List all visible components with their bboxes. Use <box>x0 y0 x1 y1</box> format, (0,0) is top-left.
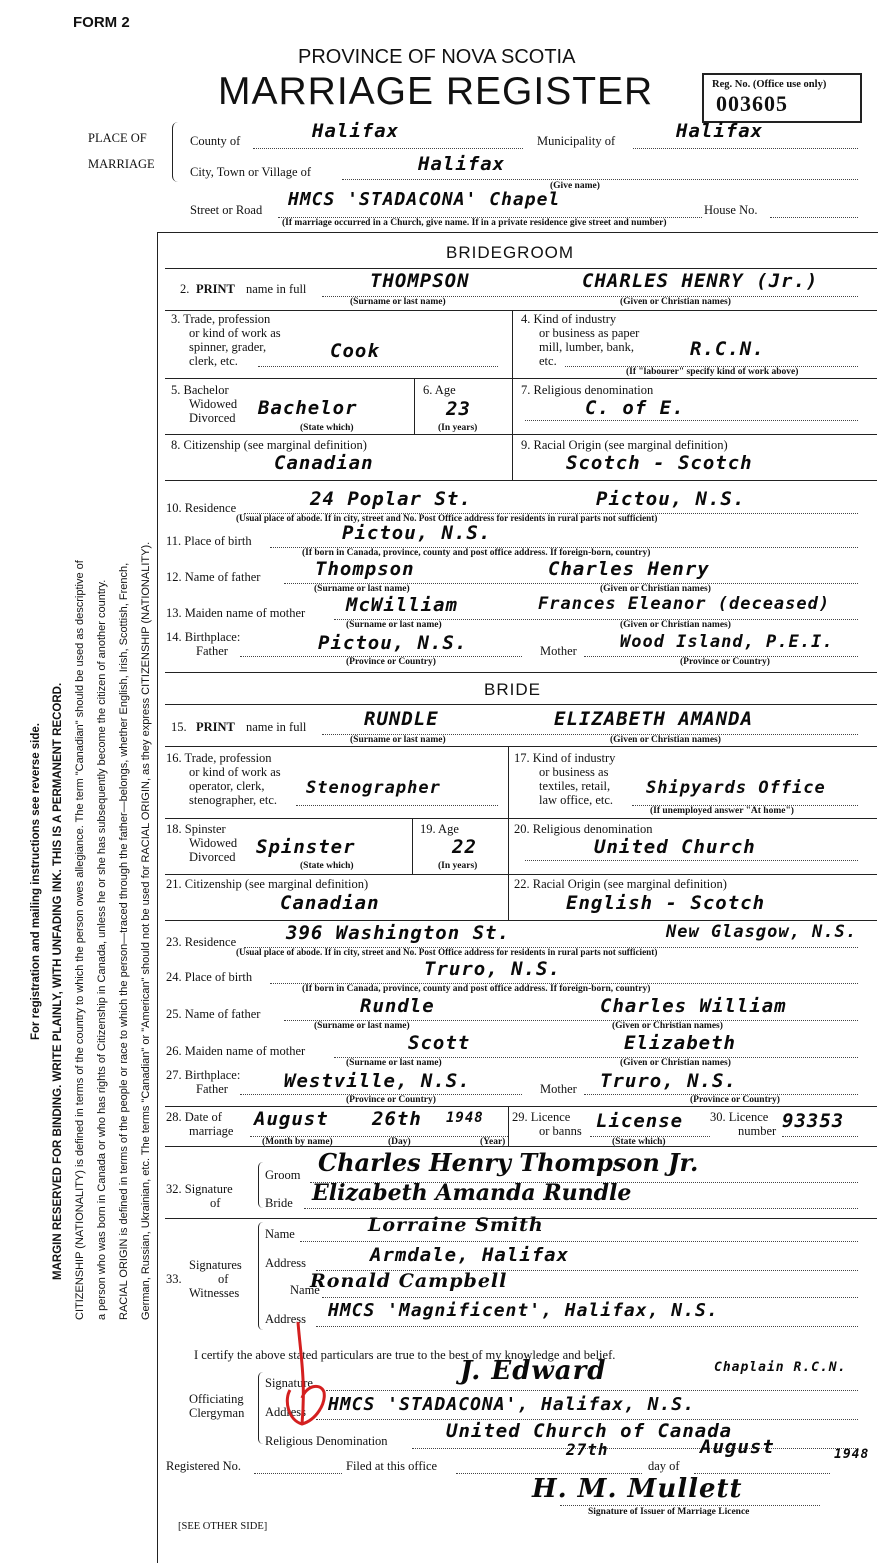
bride-father-birthplace-caption: (Province or Country) <box>346 1095 436 1105</box>
bride-religion-value: United Church <box>594 836 756 858</box>
witness1-address-label: Address <box>265 1256 306 1270</box>
bride-residence-street: 396 Washington St. <box>286 922 510 944</box>
clergy-brace <box>258 1372 265 1444</box>
bride-industry-label-1: 17. Kind of industry <box>514 751 616 765</box>
groom-industry-caption: (If "labourer" specify kind of work above) <box>626 367 799 377</box>
groom-status-caption: (State which) <box>300 423 354 433</box>
witnesses-label-2: of <box>218 1272 229 1286</box>
house-label: House No. <box>704 203 758 217</box>
groom-surname: THOMPSON <box>370 270 470 292</box>
city-value: Halifax <box>418 153 506 175</box>
licence-or-banns-caption: (State which) <box>612 1137 666 1147</box>
clergy-denomination-label: Religious Denomination <box>265 1434 388 1448</box>
side-note-citizenship-2: a person who was born in Canada or who has rights of Citizenship in Canada, unless he or she has subsequently become the citizen of another country. <box>96 579 108 1320</box>
witness1-name: Lorraine Smith <box>368 1214 544 1236</box>
place-brace <box>172 122 181 182</box>
groom-status-value: Bachelor <box>258 397 358 419</box>
bride-trade-label-1: 16. Trade, profession <box>166 751 272 765</box>
groom-status-label-1: 5. Bachelor <box>171 383 229 397</box>
street-caption: (If marriage occurred in a Church, give name. If in a private residence give street and number) <box>282 218 667 228</box>
groom-trade-label-3: spinner, grader, <box>189 340 267 354</box>
groom-residence-caption: (Usual place of abode. If in city, street and No. Post Office address for residents in rural parts not sufficient) <box>236 513 658 523</box>
clergy-address-label: Address <box>265 1405 306 1419</box>
witnesses-label-3: Witnesses <box>189 1286 240 1300</box>
city-label: City, Town or Village of <box>190 165 312 179</box>
clergy-denomination: United Church of Canada <box>446 1420 733 1442</box>
groom-residence-town: Pictou, N.S. <box>596 488 746 510</box>
witnesses-number: 33. <box>166 1272 182 1286</box>
bride-industry-label-2: or business as <box>539 765 609 779</box>
witness1-address: Armdale, Halifax <box>370 1244 570 1266</box>
groom-surname-caption: (Surname or last name) <box>350 297 446 307</box>
marriage-label: MARRIAGE <box>88 157 155 171</box>
bride-heading: BRIDE <box>484 680 541 699</box>
groom-citizenship-label: 8. Citizenship (see marginal definition) <box>171 438 367 452</box>
county-label: County of <box>190 134 241 148</box>
bride-name-number: 15. <box>171 720 187 734</box>
bride-racial-label: 22. Racial Origin (see marginal definition) <box>514 877 727 891</box>
groom-mother-given: Frances Eleanor (deceased) <box>538 594 831 614</box>
bride-father-surname-caption: (Surname or last name) <box>314 1021 410 1031</box>
bride-trade-value: Stenographer <box>306 778 441 798</box>
bride-father-birthplace: Westville, N.S. <box>284 1070 471 1092</box>
bride-signature-label: Bride <box>265 1196 293 1210</box>
side-note-instructions: For registration and mailing instructions see reverse side. <box>30 723 42 1040</box>
signature-of-label-1: 32. Signature <box>166 1182 233 1196</box>
groom-trade-label-4: clerk, etc. <box>189 354 238 368</box>
bride-mother-birthplace-label: Mother <box>540 1082 577 1096</box>
groom-father-birthplace: Pictou, N.S. <box>318 632 468 654</box>
groom-industry-label-4: etc. <box>539 354 557 368</box>
groom-age-caption: (In years) <box>438 423 478 433</box>
clergy-signature: J. Edward <box>460 1356 607 1386</box>
groom-age-value: 23 <box>446 398 471 420</box>
bride-residence-town: New Glasgow, N.S. <box>666 922 857 942</box>
bride-name-label: name in full <box>246 720 307 734</box>
bride-residence-label: 23. Residence <box>166 935 237 949</box>
municipality-value: Halifax <box>676 120 764 142</box>
bridegroom-heading: BRIDEGROOM <box>446 243 575 262</box>
bride-racial-value: English - Scotch <box>566 892 766 914</box>
bride-mother-surname-caption: (Surname or last name) <box>346 1058 442 1068</box>
groom-mother-birthplace-label: Mother <box>540 644 577 658</box>
groom-residence-street: 24 Poplar St. <box>310 488 472 510</box>
groom-name-label: name in full <box>246 282 307 296</box>
groom-birthplace-label: 11. Place of birth <box>166 534 252 548</box>
groom-citizenship-value: Canadian <box>274 452 374 474</box>
bride-age-value: 22 <box>452 836 477 858</box>
bride-surname-caption: (Surname or last name) <box>350 735 446 745</box>
witness2-name: Ronald Campbell <box>310 1270 508 1292</box>
bride-citizenship-value: Canadian <box>280 892 380 914</box>
form-number: FORM 2 <box>73 14 130 31</box>
groom-industry-label-3: mill, lumber, bank, <box>539 340 634 354</box>
municipality-label: Municipality of <box>537 134 616 148</box>
groom-industry-label-1: 4. Kind of industry <box>521 312 617 326</box>
bride-status-value: Spinster <box>256 836 356 858</box>
groom-father-given-caption: (Given or Christian names) <box>600 584 711 594</box>
bride-mother-given-caption: (Given or Christian names) <box>620 1058 731 1068</box>
clergy-signature-label: Signature <box>265 1376 313 1390</box>
groom-signature-label: Groom <box>265 1168 301 1182</box>
bride-industry-label-3: textiles, retail, <box>539 779 611 793</box>
groom-father-birthplace-label: Father <box>196 644 228 658</box>
red-check-mark <box>280 1320 340 1430</box>
witness2-address-label: Address <box>265 1312 306 1326</box>
bride-given-caption: (Given or Christian names) <box>610 735 721 745</box>
bride-birthplace-value: Truro, N.S. <box>424 958 561 980</box>
bride-mother-given: Elizabeth <box>624 1032 736 1054</box>
certify-statement: I certify the above stated particulars are true to the best of my knowledge and belief. <box>194 1348 616 1362</box>
bride-signature: Elizabeth Amanda Rundle <box>312 1180 632 1206</box>
side-note-citizenship-1: CITIZENSHIP (NATIONALITY) is defined in terms of the country to which the person owes allegiance. The term "Canadian" should be used as descriptive of <box>74 560 86 1320</box>
issuer-signature-caption: Signature of Issuer of Marriage Licence <box>588 1507 750 1517</box>
bride-mother-birthplace: Truro, N.S. <box>600 1070 737 1092</box>
groom-birthplace-value: Pictou, N.S. <box>342 522 492 544</box>
groom-residence-label: 10. Residence <box>166 501 237 515</box>
licence-or-banns-label-1: 29. Licence <box>512 1110 571 1124</box>
groom-father-birthplace-caption: (Province or Country) <box>346 657 436 667</box>
groom-industry-value: R.C.N. <box>690 338 765 360</box>
groom-print-label: PRINT <box>196 282 235 296</box>
county-value: Halifax <box>312 120 400 142</box>
give-name-caption: (Give name) <box>550 181 600 191</box>
marriage-year-caption: (Year) <box>480 1137 506 1147</box>
officiating-label: Officiating <box>189 1392 244 1406</box>
bride-industry-caption: (If unemployed answer "At home") <box>650 806 794 816</box>
witnesses-brace <box>258 1222 265 1330</box>
groom-trade-label-1: 3. Trade, profession <box>171 312 271 326</box>
bride-birthplace-label: 24. Place of birth <box>166 970 253 984</box>
side-note-racial-1: RACIAL ORIGIN is defined in terms of the people or race to which the person—traced through the father—belongs, whether English, Irish, Scottish, French, <box>118 562 130 1320</box>
groom-trade-label-2: or kind of work as <box>189 326 281 340</box>
place-of-label: PLACE OF <box>88 131 147 145</box>
bride-status-label-2: Widowed <box>189 836 238 850</box>
groom-birthplace-caption: (If born in Canada, province, county and post office address. If foreign-born, country) <box>302 548 651 558</box>
signature-of-label-2: of <box>210 1196 221 1210</box>
groom-mother-surname-caption: (Surname or last name) <box>346 620 442 630</box>
bride-age-caption: (In years) <box>438 861 478 871</box>
clergy-address: HMCS 'STADACONA', Halifax, N.S. <box>328 1394 695 1415</box>
groom-industry-label-2: or business as paper <box>539 326 640 340</box>
groom-name-number: 2. <box>180 282 190 296</box>
witness1-name-label: Name <box>265 1227 295 1241</box>
province-heading: PROVINCE OF NOVA SCOTIA <box>298 46 576 68</box>
groom-mother-birthplace-caption: (Province or Country) <box>680 657 770 667</box>
clergyman-label: Clergyman <box>189 1406 245 1420</box>
bride-father-given-caption: (Given or Christian names) <box>612 1021 723 1031</box>
bride-father-surname: Rundle <box>360 995 435 1017</box>
groom-given-caption: (Given or Christian names) <box>620 297 731 307</box>
witnesses-label-1: Signatures <box>189 1258 242 1272</box>
marriage-day-caption: (Day) <box>388 1137 411 1147</box>
filed-day: 27th <box>566 1440 609 1459</box>
groom-father-given: Charles Henry <box>548 558 710 580</box>
groom-father-surname: Thompson <box>315 558 415 580</box>
licence-number-label-1: 30. Licence <box>710 1110 769 1124</box>
date-of-marriage-label-1: 28. Date of <box>166 1110 222 1124</box>
licence-number-value: 93353 <box>782 1110 845 1132</box>
bride-age-label: 19. Age <box>420 822 459 836</box>
bride-given-names: ELIZABETH AMANDA <box>554 708 754 730</box>
bride-citizenship-label: 21. Citizenship (see marginal definition) <box>166 877 369 891</box>
marriage-month: August <box>254 1108 329 1130</box>
groom-parents-birthplace-label: 14. Birthplace: <box>166 630 241 644</box>
bride-industry-value: Shipyards Office <box>646 778 826 798</box>
bride-father-label: 25. Name of father <box>166 1007 261 1021</box>
bride-mother-label: 26. Maiden name of mother <box>166 1044 306 1058</box>
bride-residence-caption: (Usual place of abode. If in city, street and No. Post Office address for residents in rural parts not sufficient) <box>236 947 658 957</box>
side-note-racial-2: German, Russian, Ukrainian, etc. The terms "Canadian" or "American" should not be used for RACIAL ORIGIN, as they express CITIZENSHIP (NATIONALITY). <box>140 541 152 1320</box>
bride-trade-label-2: or kind of work as <box>189 765 281 779</box>
groom-age-label: 6. Age <box>423 383 456 397</box>
street-value: HMCS 'STADACONA' Chapel <box>288 189 561 210</box>
witness2-address: HMCS 'Magnificent', Halifax, N.S. <box>328 1300 719 1321</box>
bride-trade-label-4: stenographer, etc. <box>189 793 278 807</box>
groom-status-label-2: Widowed <box>189 397 238 411</box>
bride-trade-label-3: operator, clerk, <box>189 779 265 793</box>
licence-number-label-2: number <box>738 1124 777 1138</box>
bride-status-label-1: 18. Spinster <box>166 822 226 836</box>
page-title: MARRIAGE REGISTER <box>218 70 654 113</box>
registered-number-label: Registered No. <box>166 1459 241 1473</box>
marriage-day: 26th <box>372 1108 422 1130</box>
groom-mother-label: 13. Maiden name of mother <box>166 606 306 620</box>
bride-father-given: Charles William <box>600 995 787 1017</box>
licence-or-banns-value: License <box>596 1110 684 1132</box>
issuer-signature: H. M. Mullett <box>532 1474 743 1504</box>
groom-father-label: 12. Name of father <box>166 570 261 584</box>
side-note-binding: MARGIN RESERVED FOR BINDING. WRITE PLAINLY, WITH UNFADING INK. THIS IS A PERMANENT RECORD. <box>52 682 64 1280</box>
clergy-title: Chaplain R.C.N. <box>714 1360 847 1375</box>
day-of-label: day of <box>648 1459 680 1473</box>
bride-status-caption: (State which) <box>300 861 354 871</box>
groom-father-surname-caption: (Surname or last name) <box>314 584 410 594</box>
groom-signature: Charles Henry Thompson Jr. <box>318 1148 699 1177</box>
groom-mother-birthplace: Wood Island, P.E.I. <box>620 632 834 652</box>
groom-mother-given-caption: (Given or Christian names) <box>620 620 731 630</box>
groom-given-names: CHARLES HENRY (Jr.) <box>582 270 819 292</box>
date-of-marriage-label-2: marriage <box>189 1124 234 1138</box>
bride-industry-label-4: law office, etc. <box>539 793 614 807</box>
groom-racial-label: 9. Racial Origin (see marginal definition) <box>521 438 728 452</box>
filed-year: 1948 <box>834 1447 870 1462</box>
marriage-year: 1948 <box>446 1110 484 1126</box>
filed-label: Filed at this office <box>346 1459 438 1473</box>
filed-month: August <box>700 1436 775 1458</box>
licence-or-banns-label-2: or banns <box>539 1124 582 1138</box>
groom-religion-label: 7. Religious denomination <box>521 383 654 397</box>
see-other-side-note: [SEE OTHER SIDE] <box>178 1521 268 1532</box>
signature-brace <box>258 1162 265 1208</box>
bride-mother-birthplace-caption: (Province or Country) <box>690 1095 780 1105</box>
witness2-name-label: Name <box>290 1283 320 1297</box>
groom-status-label-3: Divorced <box>189 411 236 425</box>
bride-parents-birthplace-label: 27. Birthplace: <box>166 1068 241 1082</box>
bride-mother-surname: Scott <box>408 1032 471 1054</box>
reg-number-label: Reg. No. (Office use only) <box>712 79 827 90</box>
reg-number-box <box>702 73 862 123</box>
groom-mother-surname: McWilliam <box>346 594 458 616</box>
groom-religion-value: C. of E. <box>585 397 685 419</box>
street-label: Street or Road <box>190 203 263 217</box>
bride-status-label-3: Divorced <box>189 850 236 864</box>
marriage-month-caption: (Month by name) <box>262 1137 333 1147</box>
bride-birthplace-caption: (If born in Canada, province, county and post office address. If foreign-born, country) <box>302 984 651 994</box>
bride-surname: RUNDLE <box>364 708 439 730</box>
bride-religion-label: 20. Religious denomination <box>514 822 653 836</box>
groom-racial-value: Scotch - Scotch <box>566 452 753 474</box>
bride-father-birthplace-label: Father <box>196 1082 228 1096</box>
reg-number-value: 003605 <box>716 91 788 116</box>
groom-trade-value: Cook <box>330 340 380 362</box>
bride-print-label: PRINT <box>196 720 235 734</box>
